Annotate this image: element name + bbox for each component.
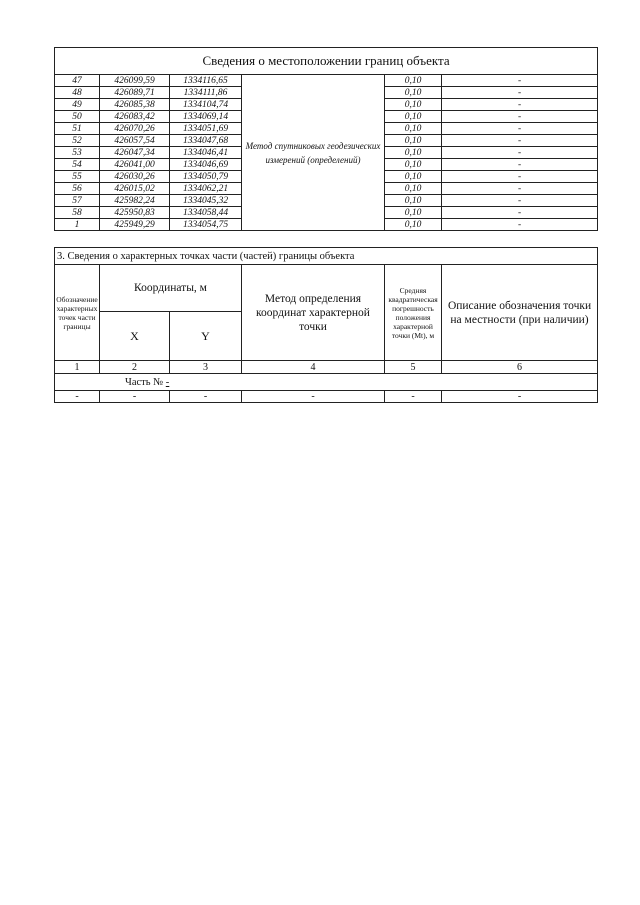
coord-x: 426083,42 bbox=[100, 111, 170, 123]
coord-y: 1334046,41 bbox=[170, 147, 242, 159]
point-description: - bbox=[442, 111, 598, 123]
point-description: - bbox=[442, 135, 598, 147]
point-description: - bbox=[442, 183, 598, 195]
column-number: 3 bbox=[170, 361, 242, 374]
accuracy-value: 0,10 bbox=[385, 147, 442, 159]
point-number: 52 bbox=[55, 135, 100, 147]
empty-cell: - bbox=[55, 391, 100, 403]
parts-table bbox=[54, 247, 598, 403]
point-description: - bbox=[442, 147, 598, 159]
coord-y: 1334058,44 bbox=[170, 207, 242, 219]
accuracy-value: 0,10 bbox=[385, 195, 442, 207]
part-number-row bbox=[55, 374, 598, 391]
method-cell: Метод спутниковых геодезических измерений (определений) bbox=[242, 75, 385, 231]
coord-x: 426070,26 bbox=[100, 123, 170, 135]
coord-x: 426047,34 bbox=[100, 147, 170, 159]
coord-y: 1334047,68 bbox=[170, 135, 242, 147]
accuracy-value: 0,10 bbox=[385, 123, 442, 135]
coord-x: 425950,83 bbox=[100, 207, 170, 219]
location-table bbox=[54, 47, 598, 231]
location-section-title: Сведения о местоположении границ объекта bbox=[55, 48, 598, 75]
column-number: 1 bbox=[55, 361, 100, 374]
header-coordinates: Координаты, м bbox=[100, 265, 242, 312]
point-description: - bbox=[442, 195, 598, 207]
point-number: 54 bbox=[55, 159, 100, 171]
point-number: 53 bbox=[55, 147, 100, 159]
header-x: X bbox=[100, 312, 170, 361]
point-description: - bbox=[442, 207, 598, 219]
accuracy-value: 0,10 bbox=[385, 171, 442, 183]
accuracy-value: 0,10 bbox=[385, 99, 442, 111]
accuracy-value: 0,10 bbox=[385, 111, 442, 123]
coord-y: 1334104,74 bbox=[170, 99, 242, 111]
point-number: 55 bbox=[55, 171, 100, 183]
point-number: 50 bbox=[55, 111, 100, 123]
accuracy-value: 0,10 bbox=[385, 75, 442, 87]
coord-x: 425982,24 bbox=[100, 195, 170, 207]
accuracy-value: 0,10 bbox=[385, 183, 442, 195]
coord-x: 426089,71 bbox=[100, 87, 170, 99]
coord-y: 1334046,69 bbox=[170, 159, 242, 171]
part-label: Часть № bbox=[125, 376, 164, 388]
accuracy-value: 0,10 bbox=[385, 219, 442, 231]
empty-cell: - bbox=[242, 391, 385, 403]
point-description: - bbox=[442, 123, 598, 135]
header-description: Описание обозначения точки на местности (при наличии) bbox=[442, 265, 598, 361]
empty-cell: - bbox=[442, 391, 598, 403]
parts-section-title: 3. Сведения о характерных точках части (частей) границы объекта bbox=[55, 248, 598, 265]
point-number: 47 bbox=[55, 75, 100, 87]
coord-x: 426041,00 bbox=[100, 159, 170, 171]
header-method: Метод определения координат характерной точки bbox=[242, 265, 385, 361]
coord-y: 1334045,32 bbox=[170, 195, 242, 207]
header-accuracy: Средняя квадратическая погрешность положения характерной точки (Mt), м bbox=[385, 265, 442, 361]
point-description: - bbox=[442, 159, 598, 171]
coord-y: 1334062,21 bbox=[170, 183, 242, 195]
column-number: 4 bbox=[242, 361, 385, 374]
point-number: 58 bbox=[55, 207, 100, 219]
point-description: - bbox=[442, 171, 598, 183]
coord-x: 426015,02 bbox=[100, 183, 170, 195]
point-number: 56 bbox=[55, 183, 100, 195]
coord-x: 425949,29 bbox=[100, 219, 170, 231]
point-description: - bbox=[442, 75, 598, 87]
point-description: - bbox=[442, 99, 598, 111]
coord-y: 1334054,75 bbox=[170, 219, 242, 231]
column-number: 5 bbox=[385, 361, 442, 374]
coord-y: 1334051,69 bbox=[170, 123, 242, 135]
accuracy-value: 0,10 bbox=[385, 135, 442, 147]
coordinate-row bbox=[55, 75, 598, 87]
empty-cell: - bbox=[100, 391, 170, 403]
point-number: 49 bbox=[55, 99, 100, 111]
point-number: 57 bbox=[55, 195, 100, 207]
point-description: - bbox=[442, 219, 598, 231]
column-number: 2 bbox=[100, 361, 170, 374]
point-number: 51 bbox=[55, 123, 100, 135]
coord-y: 1334069,14 bbox=[170, 111, 242, 123]
coord-y: 1334050,79 bbox=[170, 171, 242, 183]
coord-x: 426099,59 bbox=[100, 75, 170, 87]
point-number: 48 bbox=[55, 87, 100, 99]
coord-x: 426085,38 bbox=[100, 99, 170, 111]
column-number: 6 bbox=[442, 361, 598, 374]
accuracy-value: 0,10 bbox=[385, 159, 442, 171]
coord-x: 426057,54 bbox=[100, 135, 170, 147]
point-description: - bbox=[442, 87, 598, 99]
empty-cell: - bbox=[170, 391, 242, 403]
point-number: 1 bbox=[55, 219, 100, 231]
accuracy-value: 0,10 bbox=[385, 87, 442, 99]
part-number-value: - bbox=[165, 376, 170, 388]
coord-x: 426030,26 bbox=[100, 171, 170, 183]
header-designation: Обозначение характерных точек части границы bbox=[55, 265, 100, 361]
accuracy-value: 0,10 bbox=[385, 207, 442, 219]
empty-cell: - bbox=[385, 391, 442, 403]
coord-y: 1334116,65 bbox=[170, 75, 242, 87]
header-y: Y bbox=[170, 312, 242, 361]
coord-y: 1334111,86 bbox=[170, 87, 242, 99]
